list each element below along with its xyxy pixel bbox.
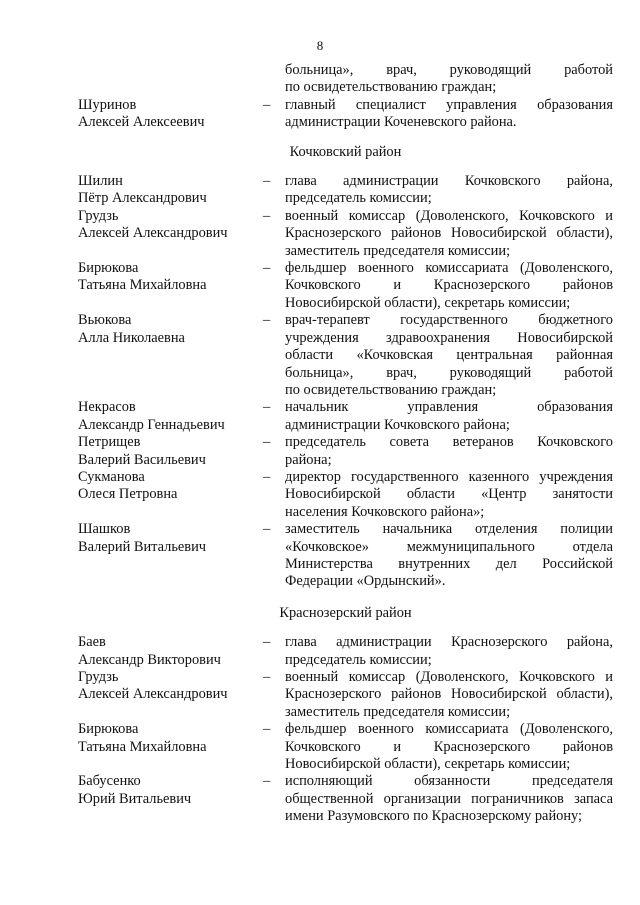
desc-line: фельдшер военного комиссариата (Доволенского, (285, 260, 613, 277)
member-position (285, 173, 613, 208)
member-name (78, 469, 263, 521)
name-line: Бирюкова (78, 260, 139, 277)
member-name (78, 773, 263, 825)
district-heading: Кочковский район (289, 143, 402, 160)
member-entry (78, 669, 613, 721)
desc-line: Краснозерского районов Новосибирской области), (285, 686, 613, 703)
name-line: Шилин (78, 173, 123, 190)
dash-separator: – (263, 96, 271, 113)
dash-cell-empty (263, 62, 285, 97)
member-entry (78, 434, 613, 469)
member-name (78, 97, 263, 132)
name-line: Татьяна Михайловна (78, 738, 207, 755)
name-line: Валерий Васильевич (78, 451, 206, 468)
member-name (78, 173, 263, 208)
member-name (78, 669, 263, 721)
desc-line: Новосибирской области), секретарь комиссии; (285, 294, 571, 311)
name-line: Шашков (78, 521, 131, 538)
member-entry (78, 208, 613, 260)
desc-line: Министерства внутренних дел Российской (285, 555, 613, 572)
name-line: Алексей Александрович (78, 225, 228, 242)
dash-separator: – (263, 634, 271, 651)
dash-separator: – (263, 521, 271, 538)
desc-line: главный специалист управления образования (285, 96, 613, 113)
name-line: Грудзь (78, 669, 119, 685)
desc-line: «Кочковское» межмуниципального отдела (285, 538, 613, 555)
desc-line: Новосибирской области), секретарь комиссии; (285, 756, 571, 773)
member-name (78, 434, 263, 469)
dash-separator: – (263, 173, 271, 190)
name-line: Алла Николаевна (78, 329, 185, 346)
name-line: Баев (78, 634, 106, 651)
dash-separator: – (263, 434, 271, 451)
continuation-row (78, 62, 613, 97)
desc-line: врач-терапевт государственного бюджетного (285, 312, 613, 329)
name-line: Шуринов (78, 96, 137, 113)
desc-line: председатель совета ветеранов Кочковского (285, 434, 613, 451)
dash-separator: – (263, 721, 271, 738)
desc-line: председатель комиссии; (285, 190, 432, 207)
member-position (285, 260, 613, 312)
desc-line: председатель комиссии; (285, 651, 432, 668)
desc-line: больница», врач, руководящий работой (285, 62, 613, 78)
name-cell-empty (78, 62, 263, 97)
name-line: Бабусенко (78, 773, 141, 790)
member-entry (78, 399, 613, 434)
member-name (78, 399, 263, 434)
member-name (78, 208, 263, 260)
desc-line: глава администрации Краснозерского района, (285, 634, 613, 651)
member-position (285, 97, 613, 132)
member-position (285, 669, 613, 721)
member-position (285, 634, 613, 669)
dash-separator: – (263, 312, 271, 329)
desc-line: военный комиссар (Доволенского, Кочковского и (285, 669, 613, 685)
name-line: Валерий Витальевич (78, 538, 207, 555)
member-position (285, 521, 613, 591)
desc-line: Краснозерского районов Новосибирской области), (285, 225, 613, 242)
name-line: Грудзь (78, 207, 119, 224)
dash-separator: – (263, 468, 271, 485)
member-entry (78, 773, 613, 825)
desc-line: директор государственного казенного учреждения (285, 468, 613, 485)
commission-list (78, 62, 613, 826)
member-entry (78, 260, 613, 312)
desc-line: заместитель председателя комиссии; (285, 242, 511, 259)
desc-line: начальник управления образования (285, 399, 613, 416)
name-line: Алексей Алексеевич (78, 114, 205, 131)
name-line: Татьяна Михайловна (78, 277, 207, 294)
page-number: 8 (316, 38, 324, 53)
desc-line: Федерации «Ордынский». (285, 573, 446, 590)
desc-line: военный комиссар (Доволенского, Кочковского и (285, 207, 613, 224)
member-position (285, 434, 613, 469)
dash-separator: – (263, 260, 271, 277)
dash-separator: – (263, 399, 271, 416)
name-line: Пётр Александрович (78, 190, 207, 207)
desc-line: глава администрации Кочковского района, (285, 173, 613, 190)
desc-line: заместитель начальника отделения полиции (285, 521, 613, 538)
member-position (285, 469, 613, 521)
name-line: Некрасов (78, 399, 136, 416)
member-position (285, 312, 613, 399)
name-line: Александр Геннадьевич (78, 416, 225, 433)
name-line: Вьюкова (78, 312, 132, 329)
desc-line: администрации Кочковского района; (285, 416, 510, 433)
name-line: Бирюкова (78, 721, 139, 738)
member-position (285, 399, 613, 434)
member-name (78, 521, 263, 591)
member-entry (78, 469, 613, 521)
name-line: Александр Викторович (78, 651, 221, 668)
member-entry (78, 312, 613, 399)
desc-line: по освидетельствованию граждан; (285, 79, 497, 96)
desc-line: Кочковского и Краснозерского районов (285, 738, 613, 755)
name-line: Олеся Петровна (78, 486, 178, 503)
name-line: Алексей Александрович (78, 686, 228, 703)
member-position (285, 721, 613, 773)
desc-line: администрации Коченевского района. (285, 114, 517, 131)
member-entry (78, 721, 613, 773)
member-entry (78, 97, 613, 132)
name-line: Петрищев (78, 434, 141, 451)
desc-line: заместитель председателя комиссии; (285, 703, 511, 720)
member-entry (78, 521, 613, 591)
desc-line: области «Кочковская центральная районная (285, 347, 613, 364)
dash-separator: – (263, 207, 271, 224)
member-entry (78, 634, 613, 669)
dash-separator: – (263, 773, 271, 790)
desc-line: Новосибирской области «Центр занятости (285, 486, 613, 503)
name-line: Сукманова (78, 468, 145, 485)
member-name (78, 312, 263, 399)
desc-line: исполняющий обязанности председателя (285, 773, 613, 790)
member-position (285, 208, 613, 260)
district-heading: Краснозерский район (279, 604, 412, 621)
desc-line: общественной организации пограничников запаса (285, 790, 613, 807)
member-entry (78, 173, 613, 208)
desc-line: района; (285, 451, 332, 468)
member-position (285, 773, 613, 825)
desc-line: больница», врач, руководящий работой (285, 364, 613, 381)
desc-line: учреждения здравоохранения Новосибирской (285, 329, 613, 346)
name-line: Юрий Витальевич (78, 790, 192, 807)
desc-line: по освидетельствованию граждан; (285, 381, 497, 398)
desc-line: фельдшер военного комиссариата (Доволенского, (285, 721, 613, 738)
member-name (78, 260, 263, 312)
desc-line: населения Кочковского района»; (285, 503, 485, 520)
continuation-text (285, 62, 613, 97)
member-name (78, 634, 263, 669)
desc-line: Кочковского и Краснозерского районов (285, 277, 613, 294)
member-name (78, 721, 263, 773)
desc-line: имени Разумовского по Краснозерскому району; (285, 808, 583, 825)
dash-separator: – (263, 669, 271, 685)
